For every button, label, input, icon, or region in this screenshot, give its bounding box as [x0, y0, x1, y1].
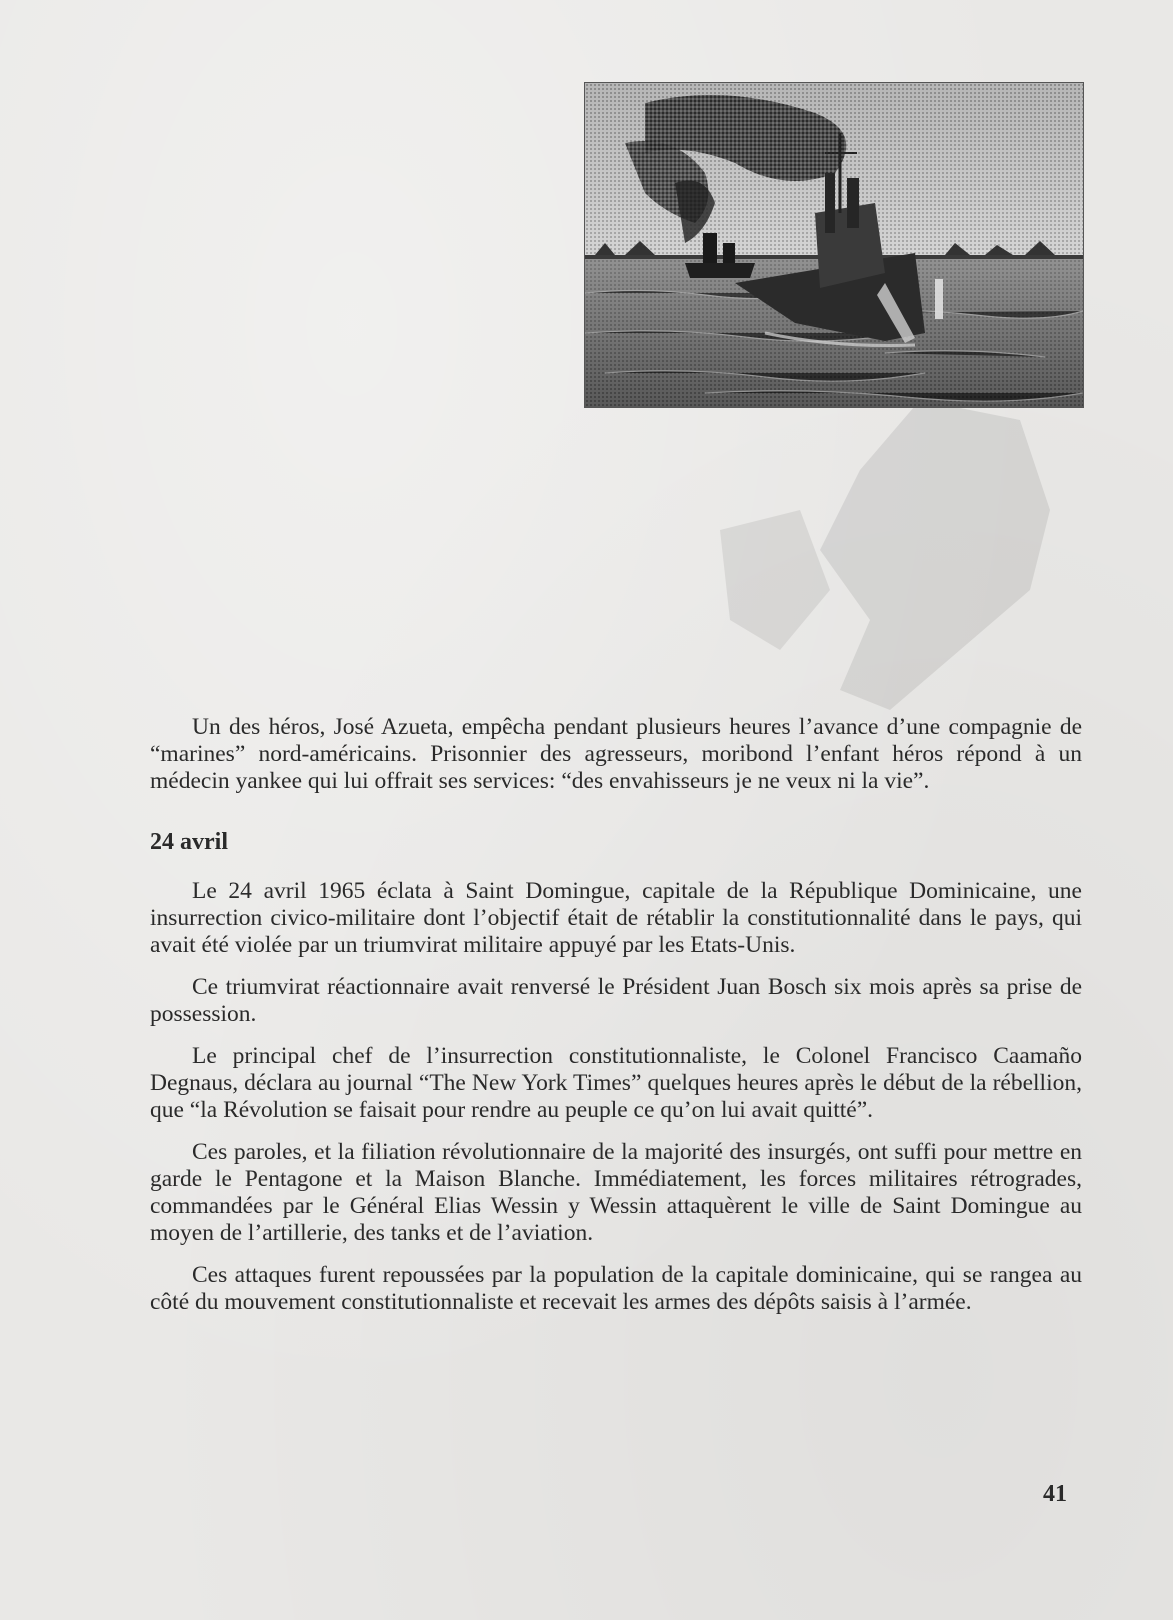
- section-heading-24-avril: 24 avril: [150, 829, 228, 855]
- paragraph-attaques: Ces attaques furent repoussées par la population de la capitale dominicaine, qui se rangea au côté du mouvement constitutionnaliste et recevait les armes des dépôts saisis à l’armée.: [150, 1262, 1082, 1315]
- warships-photo: [584, 82, 1084, 408]
- show-through-figure: [600, 390, 1070, 730]
- paragraph-triumvirat: Ce triumvirat réactionnaire avait renversé le Président Juan Bosch six mois après sa prise de possession.: [150, 974, 1082, 1027]
- paragraph-pentagone: Ces paroles, et la filiation révolutionnaire de la majorité des insurgés, ont suffi pour mettre en garde le Pentagone et la Maison Blanche. Immédiatement, les forces militaires rétrogrades, commandées par le Général Elias Wessin y Wessin attaquèrent le ville de Saint Domingue au moyen de l’artillerie, des tanks et de l’aviation.: [150, 1139, 1082, 1246]
- paragraph-caamano: Le principal chef de l’insurrection constitutionnaliste, le Colonel Francisco Caamaño Degnaus, déclara au journal “The New York Times” quelques heures après le début de la rébellion, que “la Révolution se faisait pour rendre au peuple ce qu’on lui avait quitté”.: [150, 1043, 1082, 1123]
- article-body: [150, 714, 1082, 1331]
- paragraph-insurrection: Le 24 avril 1965 éclata à Saint Domingue, capitale de la République Dominicaine, une insurrection civico-militaire dont l’objectif était de rétablir la constitutionnalité dans le pays, qui avait été violée par un triumvirat militaire appuyé par les Etats-Unis.: [150, 878, 1082, 958]
- page-number: 41: [1043, 1481, 1067, 1507]
- warships-illustration: [585, 83, 1083, 407]
- paragraph-jose-azueta: Un des héros, José Azueta, empêcha pendant plusieurs heures l’avance d’une compagnie de “marines” nord-américains. Prisonnier des agresseurs, moribond l’enfant héros répond à un médecin yankee qui lui offrait ses services: “des envahisseurs je ne veux ni la vie”.: [150, 714, 1082, 794]
